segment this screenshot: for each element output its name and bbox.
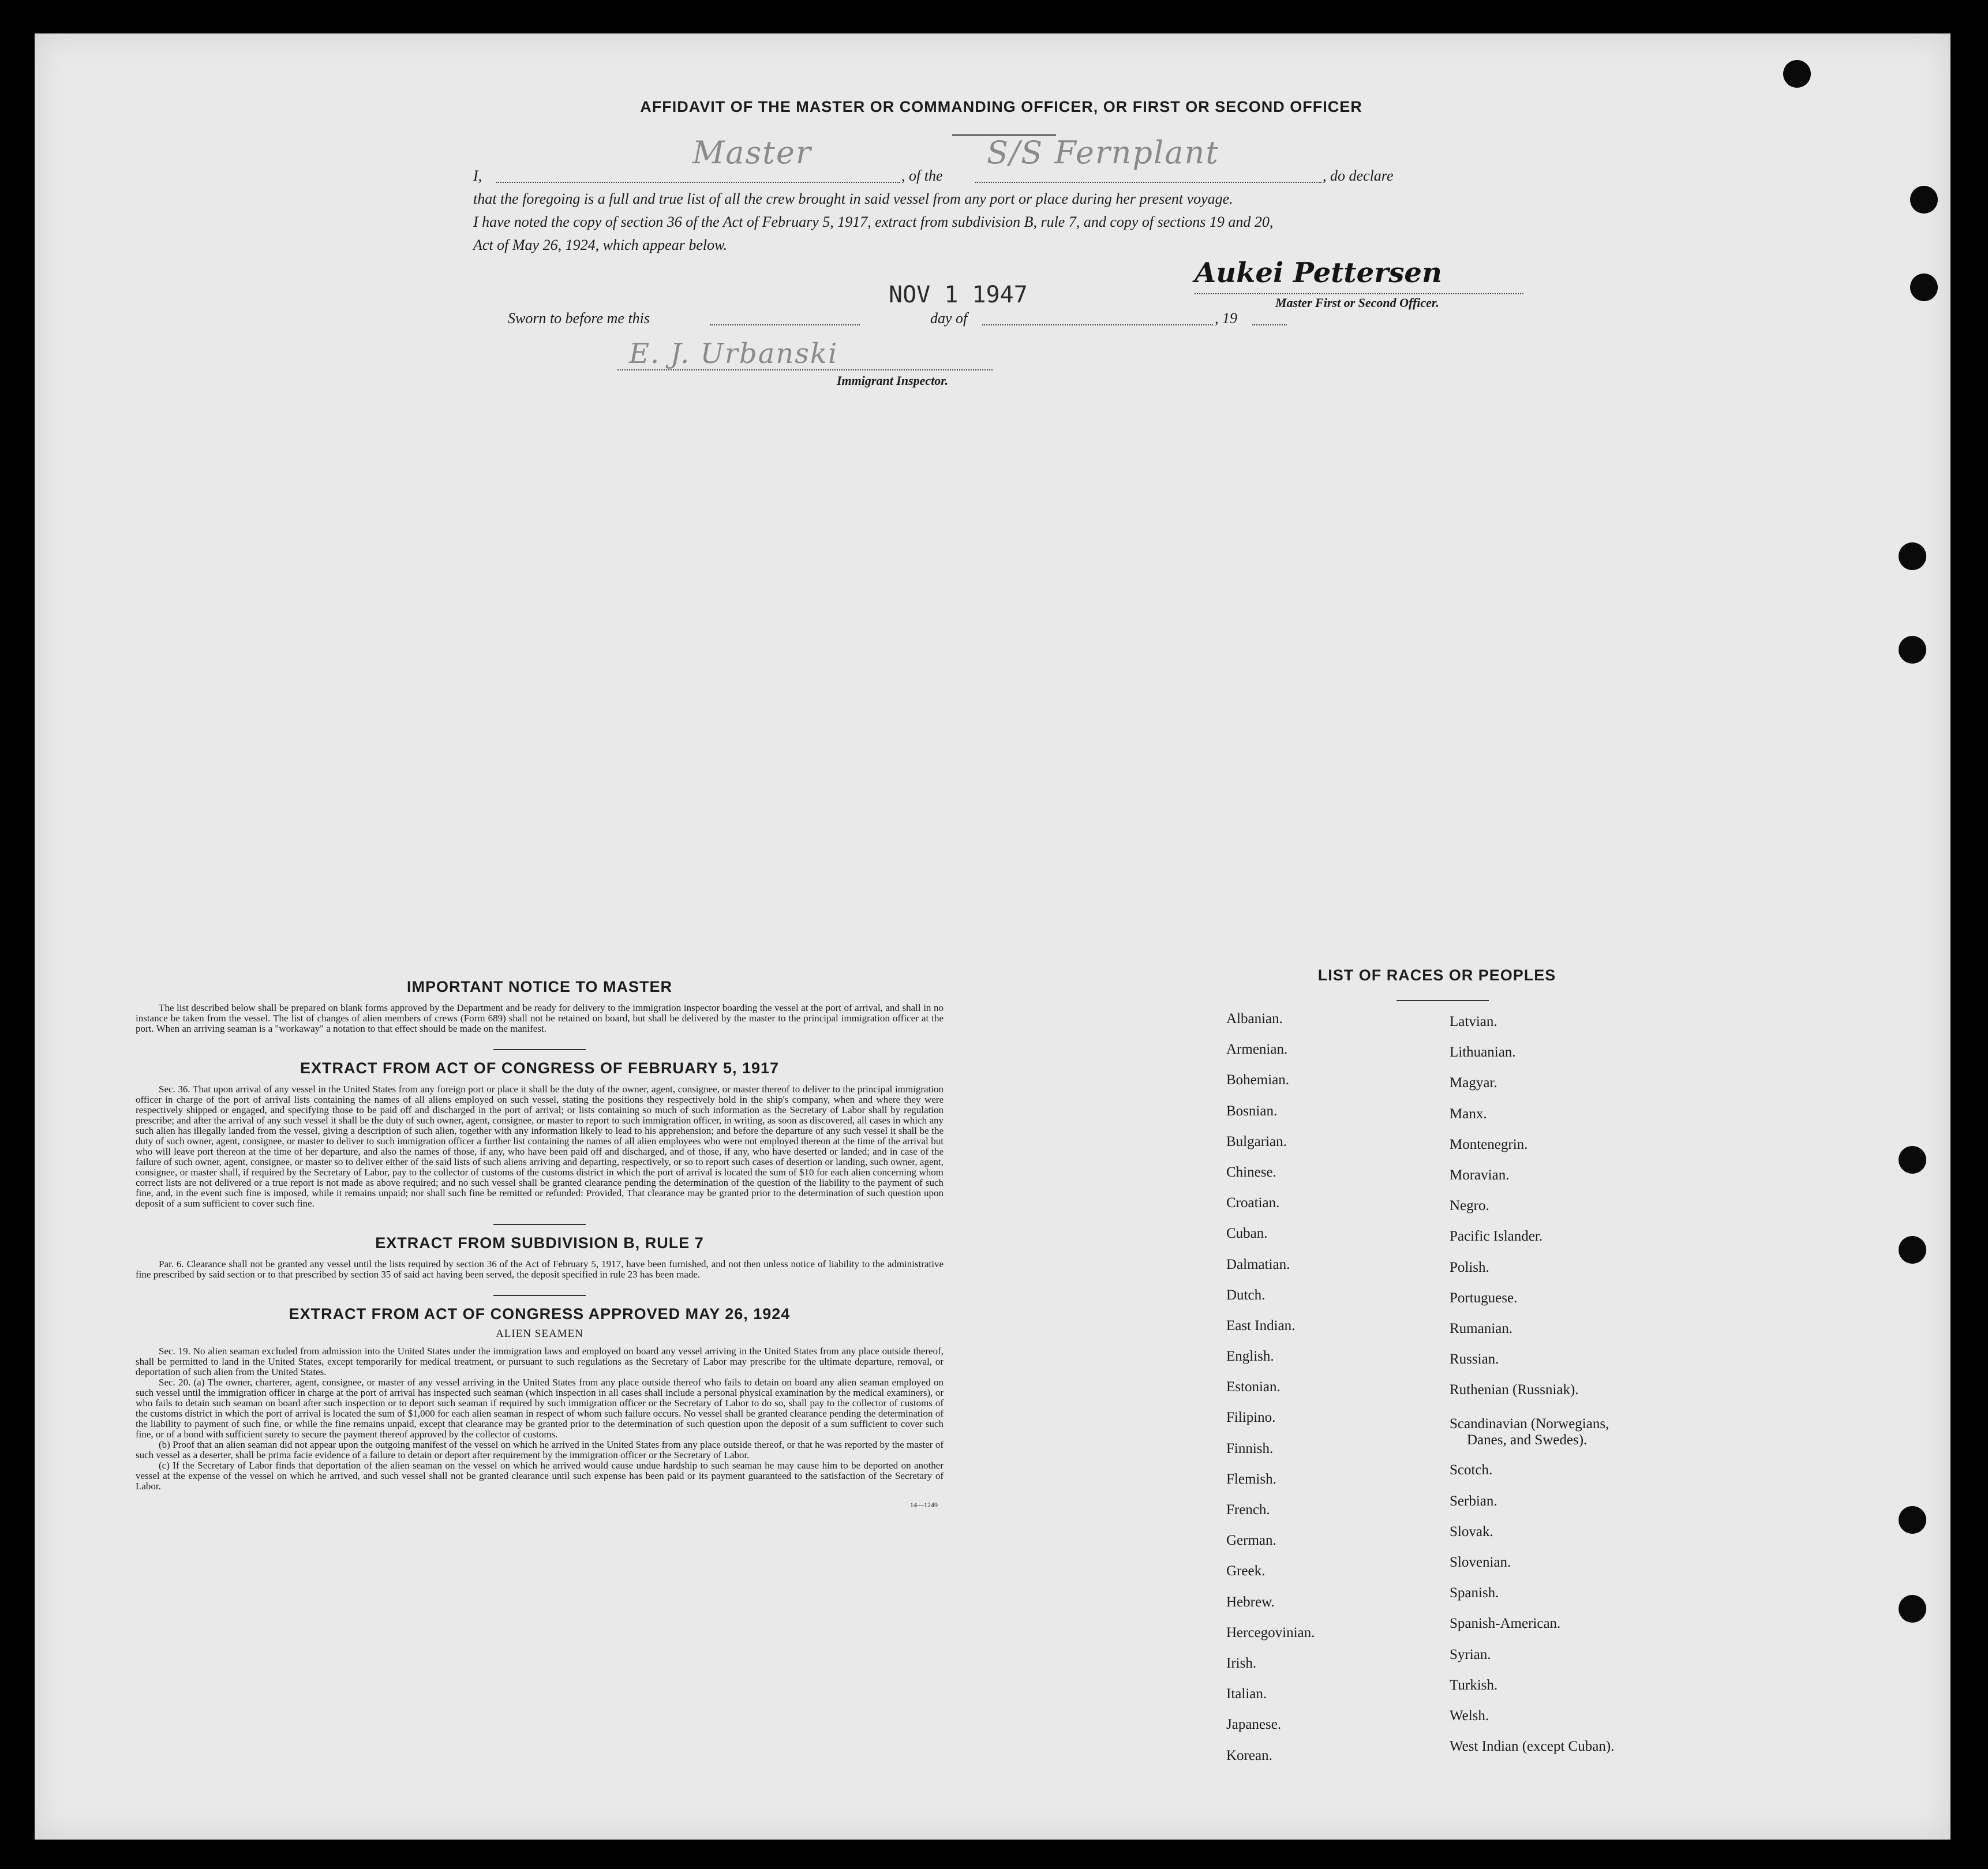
race-item: Negro. [1450,1198,1489,1214]
extract-1917-title: EXTRACT FROM ACT OF CONGRESS OF FEBRUARY 5, 1917 [299,1059,780,1077]
race-item: West Indian (except Cuban). [1450,1739,1615,1755]
race-item: Bulgarian. [1226,1133,1287,1149]
races-divider [1397,1000,1489,1001]
race-item: Armenian. [1226,1042,1288,1058]
par6-paragraph: Par. 6. Clearance shall not be granted any vessel until the lists required by section 36 of the Act of February 5, 1917, have been furnished, and not then unless notice of liability to the administrative fine prescribed by said section or to that prescribed by section 35 of said act having been served, the deposit specified in rule 23 has been made. [136,1259,944,1280]
race-item: Estonian. [1226,1379,1281,1395]
notice-title: IMPORTANT NOTICE TO MASTER [407,978,672,995]
punch-hole [1910,274,1938,301]
divider [493,1295,586,1296]
rule7-text [136,1259,944,1280]
extract-1924-text [136,1346,944,1492]
extract-1917-text [136,1084,944,1209]
punch-hole [1783,60,1811,88]
race-item: Finnish. [1226,1440,1274,1456]
race-item: Portuguese. [1450,1290,1518,1306]
do-declare-label: , do declare [1323,167,1394,184]
sworn-line [508,307,1316,330]
race-item: Hebrew. [1226,1594,1275,1610]
name-handwritten: Master [692,134,812,171]
race-item: East Indian. [1226,1317,1296,1334]
race-item: Bohemian. [1226,1072,1290,1088]
races-right-column [1450,1014,1715,1769]
race-item: Spanish-American. [1450,1616,1561,1632]
race-item: Syrian. [1450,1646,1491,1662]
race-item: Dutch. [1226,1287,1266,1303]
race-item-continued: Danes, and Swedes). [1467,1432,1588,1448]
affidavit-title: AFFIDAVIT OF THE MASTER OR COMMANDING OFFICER, OR FIRST OR SECOND OFFICER [640,98,1362,115]
race-item: Welsh. [1450,1707,1489,1724]
race-item: English. [1226,1349,1274,1365]
name-line [496,182,900,183]
date-stamp: NOV 1 1947 [889,282,1028,308]
sec19-paragraph: Sec. 19. No alien seaman excluded from admission into the United States under the immigration laws and employed on board any vessel arriving in the United States from any place outside thereof, shall be permitted to land in the United States, except temporarily for medical treatment, or pursuant to such regulations as the Secretary of Labor may prescribe for the ultimate departure, removal, or deportation of such alien from the United States. [136,1346,944,1377]
race-item: German. [1226,1533,1276,1549]
sec20b-paragraph: (b) Proof that an alien seaman did not appear upon the outgoing manifest of the vessel on which he arrived in the United States from any place outside thereof, or that he was reported by the master of such vessel as a deserter, shall be prima facie evidence of a failure to detain or deport after requirement by the immigration officer or the Secretary of Labor. [136,1439,944,1460]
race-item: Spanish. [1450,1585,1499,1601]
race-item: Russian. [1450,1351,1499,1368]
race-item-scandinavian [1450,1413,1715,1462]
race-item: Cuban. [1226,1226,1268,1242]
race-item: Albanian. [1226,1011,1283,1027]
race-item: Rumanian. [1450,1320,1513,1336]
of-the-label: , of the [901,167,943,184]
rule7-title: EXTRACT FROM SUBDIVISION B, RULE 7 [375,1234,704,1252]
i-label: I, [473,167,482,184]
punch-hole [1899,542,1926,570]
sec36-paragraph: Sec. 36. That upon arrival of any vessel in the United States from any foreign port or place it shall be the duty of the owner, agent, consignee, or master thereof to deliver to the principal immigration officer in charge of the port of arrival lists containing the names of all aliens employed on such vessel, stating the positions they respectively hold in the ship's company, when and where they were respectively shipped or engaged, and specifying those to be paid off and discharged in the port of arrival; or lists containing so much of such information as the Secretary of Labor shall by regulation prescribe; and after the arrival of any such vessel it shall be the duty of such owner, agent, consignee, or master to report to such immigration officer, in writing, as soon as discovered, all cases in which any such alien has illegally landed from the vessel, giving a description of such alien, together with any information likely to lead to his apprehension; and before the departure of any such vessel it shall be the duty of such owner, agent, consignee, or master to deliver to such immigration officer a further list containing the names of all alien employees who were not employed thereon at the time of the arrival but who will leave port thereon at the time of her departure, and also the names of those, if any, who have been paid off and discharged, and of those, if any, who have deserted or landed; and in case of the failure of such owner, agent, consignee, or master so to deliver either of the said lists of such aliens arriving and departing, respectively, or so to report such cases of desertion or landing, such owner, agent, consignee, or master shall, if required by the Secretary of Labor, pay to the collector of customs of the customs district in which the port of arrival is located the sum of $10 for each alien concerning whom correct lists are not delivered or a true report is not made as above required; and no such vessel shall be granted clearance pending the determination of the question of the liability to the payment of such fine, and, in the event such fine is imposed, while it remains unpaid; nor shall such fine be remitted or refunded: Provided, That clearance may be granted prior to the determination of such question upon deposit of a sum sufficient to cover such fine. [136,1084,944,1209]
affidavit-line-3: I have noted the copy of section 36 of the Act of February 5, 1917, extract from subdivision B, rule 7, and copy of sections 19 and 20, [473,214,1274,230]
race-item: French. [1226,1502,1270,1518]
affidavit-body [473,134,1552,257]
races-title: LIST OF RACES OR PEOPLES [1317,967,1556,984]
sec20c-paragraph: (c) If the Secretary of Labor finds that deportation of the alien seaman on the vessel on which he arrived would cause undue hardship to such seaman he may cause him to be deported on another vessel at the expense of the vessel on which he arrived, and such vessel shall not be granted clearance until such expense has been paid or its payment guaranteed to the satisfaction of the Secretary of Labor. [136,1460,944,1492]
notice-column [136,978,944,1510]
punch-hole [1910,186,1938,214]
race-item: Flemish. [1226,1471,1276,1487]
month-line [982,324,1213,325]
race-item: Ruthenian (Russniak). [1450,1382,1579,1398]
year-line [1252,324,1287,325]
race-item: Slovak. [1450,1523,1493,1540]
vessel-line [975,182,1321,183]
punch-hole [1899,1146,1926,1174]
race-item: Croatian. [1226,1195,1280,1211]
notice-paragraph: The list described below shall be prepared on blank forms approved by the Department and be ready for delivery to the immigration inspector boarding the vessel at the port of arrival, and shall in no instance be taken from the vessel. The list of changes of alien members of crews (Form 689) shall not be retained on board, but shall be delivered by the master to the principal immigration officer at the port. When an arriving seaman is a "workaway" a notation to that effect should be made on the manifest. [136,1002,944,1034]
race-item: Pacific Islander. [1450,1228,1543,1245]
year-label: , 19 [1215,310,1237,327]
form-number: 14—1249 [910,1501,938,1509]
punch-hole [1899,1236,1926,1264]
inspector-caption: Immigrant Inspector. [837,373,949,388]
punch-hole [1899,1506,1926,1534]
affidavit-line-4: Act of May 26, 1924, which appear below. [473,237,728,253]
race-item: Serbian. [1450,1493,1497,1509]
affidavit-line-2: that the foregoing is a full and true list of all the crew brought in said vessel from any port or place during her present voyage. [473,190,1233,207]
race-item: Japanese. [1226,1717,1282,1733]
race-item: Filipino. [1226,1410,1276,1426]
race-item: Moravian. [1450,1167,1510,1183]
race-item: Dalmatian. [1226,1256,1290,1272]
race-item: Bosnian. [1226,1103,1278,1119]
punch-hole [1899,636,1926,664]
race-item: Korean. [1226,1747,1272,1763]
extract-1924-title: EXTRACT FROM ACT OF CONGRESS APPROVED MAY 26, 1924 [289,1305,791,1323]
day-line [710,324,860,325]
divider [493,1049,586,1050]
race-item: Chinese. [1226,1164,1276,1180]
race-item: Scotch. [1450,1462,1493,1478]
punch-hole [1899,1595,1926,1623]
races-left-column [1226,1011,1434,1778]
race-item: Italian. [1226,1686,1267,1702]
race-item: Irish. [1226,1655,1257,1671]
race-item: Latvian. [1450,1014,1497,1029]
day-of-label: day of [930,310,968,327]
race-item: Lithuanian. [1450,1044,1516,1061]
race-item: Scandinavian (Norwegians, [1450,1416,1609,1432]
race-item: Turkish. [1450,1677,1498,1693]
inspector-signature: E. J. Urbanski [629,338,838,370]
race-item: Manx. [1450,1106,1487,1122]
race-item: Magyar. [1450,1075,1497,1091]
signature-caption: Master First or Second Officer. [1275,295,1439,310]
race-item: Montenegrin. [1450,1136,1528,1152]
race-item: Polish. [1450,1259,1489,1275]
divider [493,1224,586,1225]
race-item: Slovenian. [1450,1555,1511,1570]
alien-seamen-subtitle: ALIEN SEAMEN [496,1328,583,1340]
race-item: Greek. [1226,1563,1266,1579]
sworn-label: Sworn to before me this [508,310,650,327]
race-item: Hercegovinian. [1226,1624,1315,1640]
affidavit-line-1 [473,134,1552,188]
vessel-handwritten: S/S Fernplant [987,134,1219,171]
notice-text [136,1003,944,1034]
master-signature: Aukei Pettersen [1195,257,1442,289]
sec20a-paragraph: Sec. 20. (a) The owner, charterer, agent, consignee, or master of any vessel arriving in the United States from any place outside thereof who fails to detain on board any alien seaman employed on such vessel until the immigration officer in charge at the port of arrival has inspected such seaman (which inspection in all cases shall include a personal physical examination by the medical examiners), or who fails to detain such seaman on board after such inspection or to deport such seaman if required by such immigration officer or the Secretary of Labor to do so, shall pay to the collector of customs of the customs district in which the port of arrival is located the sum of $1,000 for each alien seaman in respect of whom such failure occurs. No vessel shall be granted clearance pending the determination of the liability to payment of such fine, or while the fine remains unpaid, except that clearance may be granted prior to the determination of such question upon the deposit of a sum sufficient to cover such fine, or of a bond with sufficient surety to secure the payment thereof approved by the collector of customs. [136,1377,944,1440]
